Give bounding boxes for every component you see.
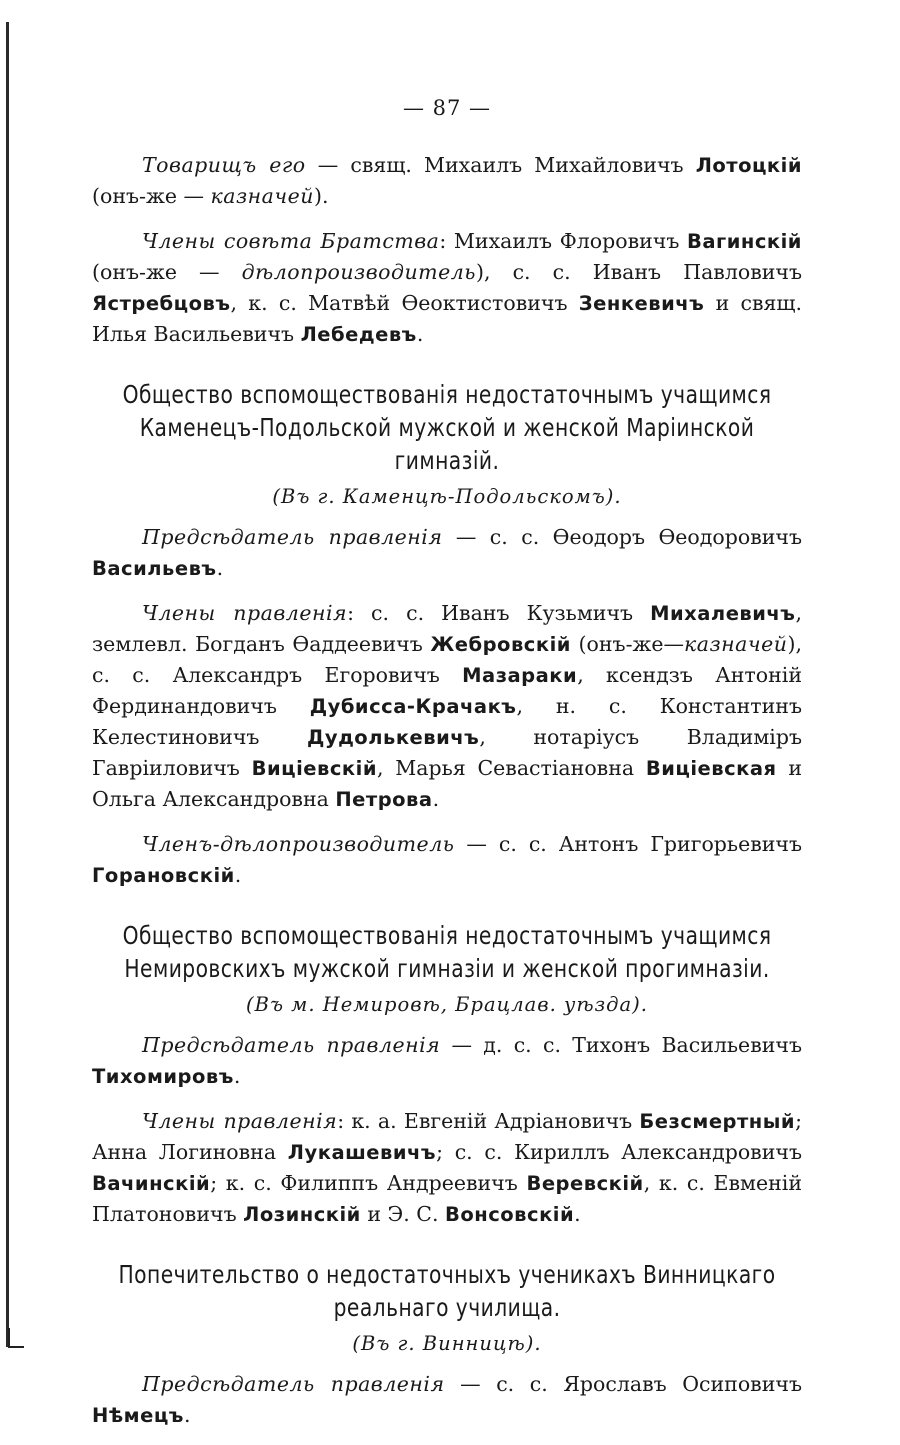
person-name: Тихомировъ bbox=[92, 1065, 234, 1088]
role-label: казначей bbox=[210, 184, 314, 208]
text: , землевл. Богданъ Ѳаддеевичъ bbox=[92, 601, 802, 656]
members-paragraph bbox=[92, 1106, 802, 1230]
text: , н. с. Константинъ Келестиновичъ bbox=[92, 694, 802, 749]
text: ; к. с. Филиппъ Андреевичъ bbox=[210, 1171, 527, 1195]
person-name: Вачинскій bbox=[92, 1172, 211, 1195]
person-name: Ястребцовъ bbox=[92, 292, 231, 315]
left-margin-rule bbox=[6, 22, 9, 1347]
clerk-paragraph bbox=[92, 829, 802, 891]
person-name: Дубисса-Крачакъ bbox=[309, 695, 517, 718]
text: (онъ-же — bbox=[92, 260, 242, 284]
text: — свящ. Михаилъ Михайловичъ bbox=[305, 153, 696, 177]
chair-paragraph bbox=[92, 1369, 802, 1431]
role-label: Предсѣдатель правленія bbox=[142, 1033, 441, 1057]
text: — д. с. с. Тихонъ Васильевичъ bbox=[440, 1033, 802, 1057]
text: (онъ-же— bbox=[570, 632, 685, 656]
role-label: дѣлопроизводитель bbox=[241, 260, 476, 284]
role-label: казначей bbox=[684, 632, 788, 656]
text: ), с. с. Александръ Егоровичъ bbox=[92, 632, 802, 687]
text: , к. с. Евменій Платоновичъ bbox=[92, 1171, 802, 1226]
text: . bbox=[233, 1064, 241, 1088]
text: ). bbox=[313, 184, 329, 208]
society-location-nemirov: (Въ м. Немировѣ, Брацлав. уѣзда). bbox=[246, 993, 648, 1016]
text: . bbox=[234, 863, 242, 887]
text: (онъ-же — bbox=[92, 184, 211, 208]
text: ; Анна Логиновна bbox=[92, 1109, 803, 1164]
role-label: Членъ-дѣлопроизводитель bbox=[142, 832, 455, 856]
person-name: Безсмертный bbox=[639, 1110, 796, 1133]
person-name: Лукашевичъ bbox=[287, 1141, 437, 1164]
role-label: Члены правленія bbox=[142, 601, 348, 625]
society-title-nemirov: Общество вспомоществованія недостаточнымъ учащимся Немировскихъ мужской гимназіи и женской прогимназіи. bbox=[122, 921, 772, 983]
person-name: Нѣмецъ bbox=[92, 1404, 184, 1427]
role-label: Предсѣдатель правленія bbox=[142, 1372, 445, 1396]
person-name: Жебровскій bbox=[430, 633, 571, 656]
person-name: Лотоцкій bbox=[695, 154, 803, 177]
chair-paragraph bbox=[92, 1030, 802, 1092]
person-name: Лебедевъ bbox=[300, 323, 417, 346]
text: : с. с. Иванъ Кузьмичъ bbox=[347, 601, 651, 625]
text: , Марья Севастіановна bbox=[377, 756, 646, 780]
person-name: Васильевъ bbox=[92, 557, 217, 580]
text: — с. с. Ѳеодоръ Ѳеодоровичъ bbox=[442, 525, 802, 549]
text: . bbox=[183, 1403, 191, 1427]
person-name: Михалевичъ bbox=[650, 602, 796, 625]
text: , ксендзъ Антоній Фердинандовичъ bbox=[92, 663, 802, 718]
person-name: Мазараки bbox=[462, 664, 578, 687]
text: , к. с. Матвѣй Ѳеоктистовичъ bbox=[230, 291, 579, 315]
text: . bbox=[416, 322, 424, 346]
text: . bbox=[432, 787, 440, 811]
role-label: Предсѣдатель правленія bbox=[142, 525, 443, 549]
person-name: Виціевскій bbox=[251, 757, 377, 780]
text: — с. с. Ярославъ Осиповичъ bbox=[444, 1372, 802, 1396]
text: и Э. С. bbox=[360, 1202, 445, 1226]
role-label: Члены совѣта Братства bbox=[142, 229, 440, 253]
text: ), с. с. Иванъ Павловичъ bbox=[475, 260, 803, 284]
person-name: Петрова bbox=[335, 788, 433, 811]
chair-paragraph bbox=[92, 522, 802, 584]
text: : к. а. Евгеній Адріановичъ bbox=[337, 1109, 640, 1133]
corner-print-mark bbox=[8, 1328, 24, 1348]
text: ; с. с. Кириллъ Александровичъ bbox=[436, 1140, 802, 1164]
person-name: Вагинскій bbox=[686, 230, 802, 253]
document-page bbox=[92, 96, 802, 1445]
person-name: Веревскій bbox=[526, 1172, 644, 1195]
person-name: Виціевская bbox=[645, 757, 777, 780]
role-label: Члены правленія bbox=[142, 1109, 338, 1133]
text: — с. с. Антонъ Григорьевичъ bbox=[454, 832, 802, 856]
council-paragraph bbox=[92, 226, 802, 350]
society-title-kamenets: Общество вспомоществованія недостаточнымъ учащимся Каменецъ-Подольской мужской и женской Маріинской гимназій. bbox=[122, 380, 772, 475]
person-name: Горановскій bbox=[92, 864, 235, 887]
society-location-vinnitsa: (Въ г. Винницѣ). bbox=[352, 1332, 542, 1355]
text: и свящ. Илья Васильевичъ bbox=[92, 291, 803, 346]
person-name: Лозинскій bbox=[243, 1203, 361, 1226]
person-name: Зенкевичъ bbox=[578, 292, 705, 315]
members-paragraph bbox=[92, 598, 802, 815]
text: и Ольга Александровна bbox=[92, 756, 802, 811]
text: . bbox=[216, 556, 224, 580]
text: : Михаилъ Флоровичъ bbox=[439, 229, 687, 253]
deputy-paragraph bbox=[92, 150, 802, 212]
society-title-vinnitsa: Попечительство о недостаточныхъ ученикахъ Винницкаго реальнаго училища. bbox=[118, 1260, 776, 1322]
person-name: Дудолькевичъ bbox=[306, 726, 480, 749]
text: . bbox=[574, 1202, 581, 1226]
person-name: Вонсовскій bbox=[444, 1203, 575, 1226]
page-number: — 87 — bbox=[402, 96, 492, 120]
society-location-kamenets: (Въ г. Каменцѣ-Подольскомъ). bbox=[272, 485, 622, 508]
text: , нотаріусъ Владиміръ Гавріиловичъ bbox=[92, 725, 802, 780]
role-label: Товарищъ его bbox=[142, 153, 306, 177]
